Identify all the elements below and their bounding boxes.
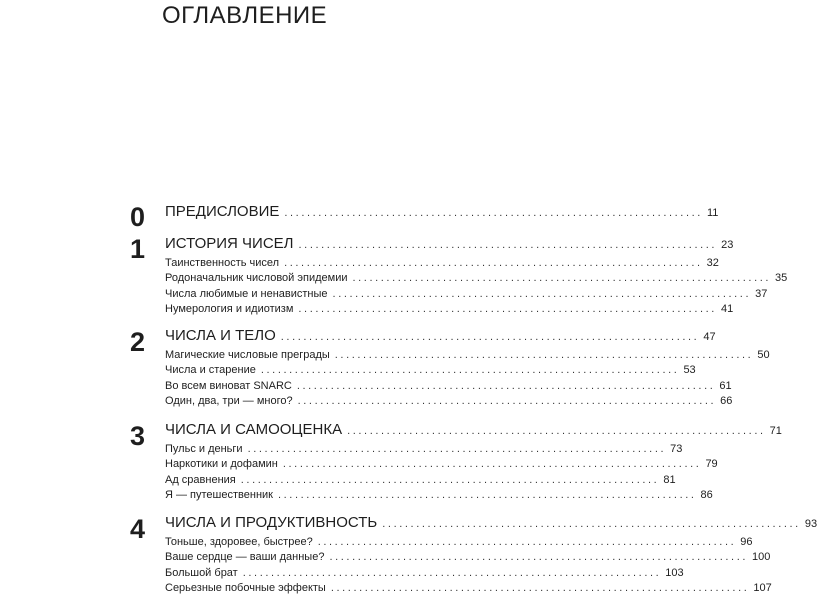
toc-item[interactable] — [165, 536, 753, 551]
toc-chapter[interactable] — [165, 327, 716, 349]
toc-chapter[interactable] — [165, 514, 817, 536]
toc-item[interactable] — [165, 473, 676, 489]
toc-item[interactable] — [165, 257, 719, 272]
dot-leader: .......................................................................... — [347, 425, 766, 437]
item-title: Ваше сердце — ваши данные? — [165, 551, 325, 564]
item-title: Таинственность чисел — [165, 257, 280, 269]
toc-item[interactable] — [165, 379, 732, 395]
chapter-title: ПРЕДИСЛОВИЕ — [165, 203, 280, 220]
dot-leader: .......................................................................... — [298, 302, 717, 315]
toc-title: ОГЛАВЛЕНИЕ — [162, 2, 328, 29]
dot-leader: .......................................................................... — [260, 364, 680, 377]
section-number: 3 — [130, 421, 146, 451]
dot-leader: .......................................................................... — [277, 488, 697, 501]
dot-leader: .......................................................................... — [329, 551, 749, 564]
page-number: 73 — [670, 443, 683, 455]
section-number: 0 — [130, 202, 146, 232]
page-number: 37 — [755, 287, 768, 300]
dot-leader: .......................................................................... — [282, 458, 702, 471]
dot-leader: .......................................................................... — [242, 566, 662, 579]
item-title: Пульс и деньги — [165, 443, 243, 455]
dot-leader: .......................................................................... — [240, 473, 660, 486]
toc-chapter[interactable] — [165, 235, 734, 257]
section-number: 1 — [130, 234, 146, 264]
dot-leader: .......................................................................... — [247, 443, 667, 455]
item-title: Серьезные побочные эффекты — [165, 581, 326, 594]
toc-item[interactable] — [165, 364, 696, 379]
page-number: 71 — [769, 425, 782, 437]
toc-item[interactable] — [165, 458, 718, 473]
page-number: 103 — [665, 566, 684, 579]
item-title: Во всем виноват SNARC — [165, 379, 292, 392]
page-number: 47 — [703, 331, 716, 343]
page-number: 66 — [720, 394, 733, 407]
page-number: 32 — [706, 257, 719, 269]
chapter-title: ЧИСЛА И ПРОДУКТИВНОСТЬ — [165, 514, 378, 531]
toc-item[interactable] — [165, 443, 683, 458]
toc-chapter[interactable] — [165, 421, 782, 443]
section-entries — [165, 327, 770, 410]
page-number: 41 — [720, 302, 734, 315]
dot-leader: .......................................................................... — [382, 518, 801, 530]
chapter-title: ЧИСЛА И ТЕЛО — [165, 327, 276, 344]
item-title: Ад сравнения — [165, 473, 236, 486]
section-entries — [165, 514, 817, 597]
section-entries — [165, 235, 788, 318]
item-title: Большой брат — [165, 566, 238, 579]
toc-item[interactable] — [165, 488, 713, 504]
toc-item[interactable] — [165, 302, 734, 318]
section-number: 4 — [130, 514, 146, 544]
dot-leader: .......................................................................... — [296, 379, 716, 392]
item-title: Родоначальник числовой эпидемии — [165, 272, 348, 285]
toc-chapter[interactable] — [165, 203, 719, 225]
dot-leader: .......................................................................... — [298, 239, 718, 251]
toc-item[interactable] — [165, 272, 788, 287]
toc-item[interactable] — [165, 394, 733, 410]
page-number: 100 — [752, 551, 771, 564]
page-number: 50 — [757, 349, 770, 361]
dot-leader: .......................................................................... — [284, 257, 703, 269]
dot-leader: .......................................................................... — [332, 287, 752, 300]
dot-leader: .......................................................................... — [334, 349, 754, 361]
section-entries — [165, 203, 719, 225]
toc-item[interactable] — [165, 581, 772, 597]
chapter-title: ЧИСЛА И САМООЦЕНКА — [165, 421, 343, 438]
page-number: 79 — [705, 458, 718, 471]
item-title: Числа и старение — [165, 364, 256, 377]
section-number: 2 — [130, 327, 146, 357]
page-number: 11 — [706, 207, 719, 219]
dot-leader: .......................................................................... — [317, 536, 737, 548]
page-number: 61 — [719, 379, 732, 392]
page-number: 86 — [700, 488, 713, 501]
dot-leader: .......................................................................... — [352, 272, 772, 285]
item-title: Один, два, три — много? — [165, 394, 293, 407]
dot-leader: .......................................................................... — [280, 331, 700, 343]
toc-item[interactable] — [165, 349, 770, 364]
item-title: Числа любимые и ненавистные — [165, 287, 328, 300]
item-title: Нумерология и идиотизм — [165, 302, 294, 315]
page-number: 96 — [740, 536, 753, 548]
dot-leader: .......................................................................... — [297, 394, 717, 407]
page-number: 81 — [663, 473, 676, 486]
dot-leader: .......................................................................... — [284, 207, 703, 219]
page-number: 53 — [683, 364, 696, 377]
toc-item[interactable] — [165, 566, 684, 582]
dot-leader: .......................................................................... — [330, 581, 750, 594]
page-number: 107 — [753, 581, 772, 594]
item-title: Наркотики и дофамин — [165, 458, 278, 471]
page-number: 23 — [721, 239, 734, 251]
toc-item[interactable] — [165, 287, 768, 303]
page-number: 93 — [804, 518, 817, 530]
section-entries — [165, 421, 782, 504]
item-title: Магические числовые преграды — [165, 349, 330, 361]
toc-item[interactable] — [165, 551, 771, 566]
item-title: Тоньше, здоровее, быстрее? — [165, 536, 313, 548]
page-number: 35 — [775, 272, 788, 285]
chapter-title: ИСТОРИЯ ЧИСЕЛ — [165, 235, 294, 252]
item-title: Я — путешественник — [165, 488, 273, 501]
